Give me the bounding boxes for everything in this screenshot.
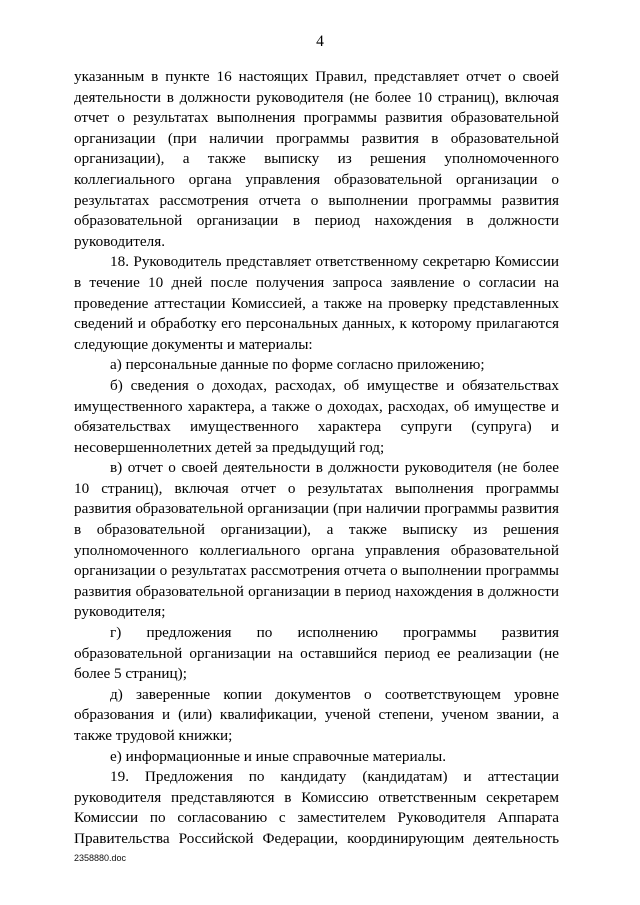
list-item-a: а) персональные данные по форме согласно приложению;	[110, 356, 485, 374]
list-item-b: б) сведения о доходах, расходах, об имуществе и обязательствах имущественного характера, а также о доходах, расходах, об имуществе и обязательствах имущественного характера супруги (супруга) и несовершеннолетних детей за предыдущий год;	[74, 376, 559, 456]
paragraph-item-19: 19. Предложения по кандидату (кандидатам) и аттестации руководителя представляются в Комиссию ответственным секретарем Комиссии по согласованию с заместителем Руководителя Аппарата Правительства Российской Федерации, координирующим деятельность	[74, 768, 559, 847]
list-item-g: г) предложения по исполнению программы развития образовательной организации на оставшийся период ее реализации (не более 5 страниц);	[74, 624, 559, 683]
list-item-d: д) заверенные копии документов о соответствующем уровне образования и (или) квалификации, ученой степени, ученом звании, а также трудовой книжки;	[74, 685, 559, 744]
list-item-e: е) информационные и иные справочные материалы.	[110, 747, 447, 765]
document-body	[74, 67, 559, 850]
paragraph-continuation-17: указанным в пункте 16 настоящих Правил, представляет отчет о своей деятельности в должности руководителя (не более 10 страниц), включая отчет о результатах выполнения программы развития образовательной организации (при наличии программы развития в образовательной организации), а также выписку из решения уполномоченного коллегиального органа управления образовательной организации о результатах рассмотрения отчета о выполнении программы развития образовательной организации в период нахождения в должности руководителя.	[74, 68, 559, 250]
list-item-v: в) отчет о своей деятельности в должности руководителя (не более 10 страниц), включая отчет о результатах выполнения программы развития образовательной организации (при наличии программы развития в образовательной организации), а также выписку из решения уполномоченного коллегиального органа управления образовательной организации о результатах рассмотрения отчета о выполнении программы развития образовательной организации в период нахождения в должности руководителя;	[74, 459, 559, 621]
page-number: 4	[316, 33, 324, 50]
document-file-id: 2358880.doc	[74, 853, 127, 863]
paragraph-item-18: 18. Руководитель представляет ответственному секретарю Комиссии в течение 10 дней после получения запроса заявление о согласии на проведение аттестации Комиссией, а также на проверку представленных сведений и обработку его персональных данных, к которому прилагаются следующие документы и материалы:	[74, 253, 559, 353]
